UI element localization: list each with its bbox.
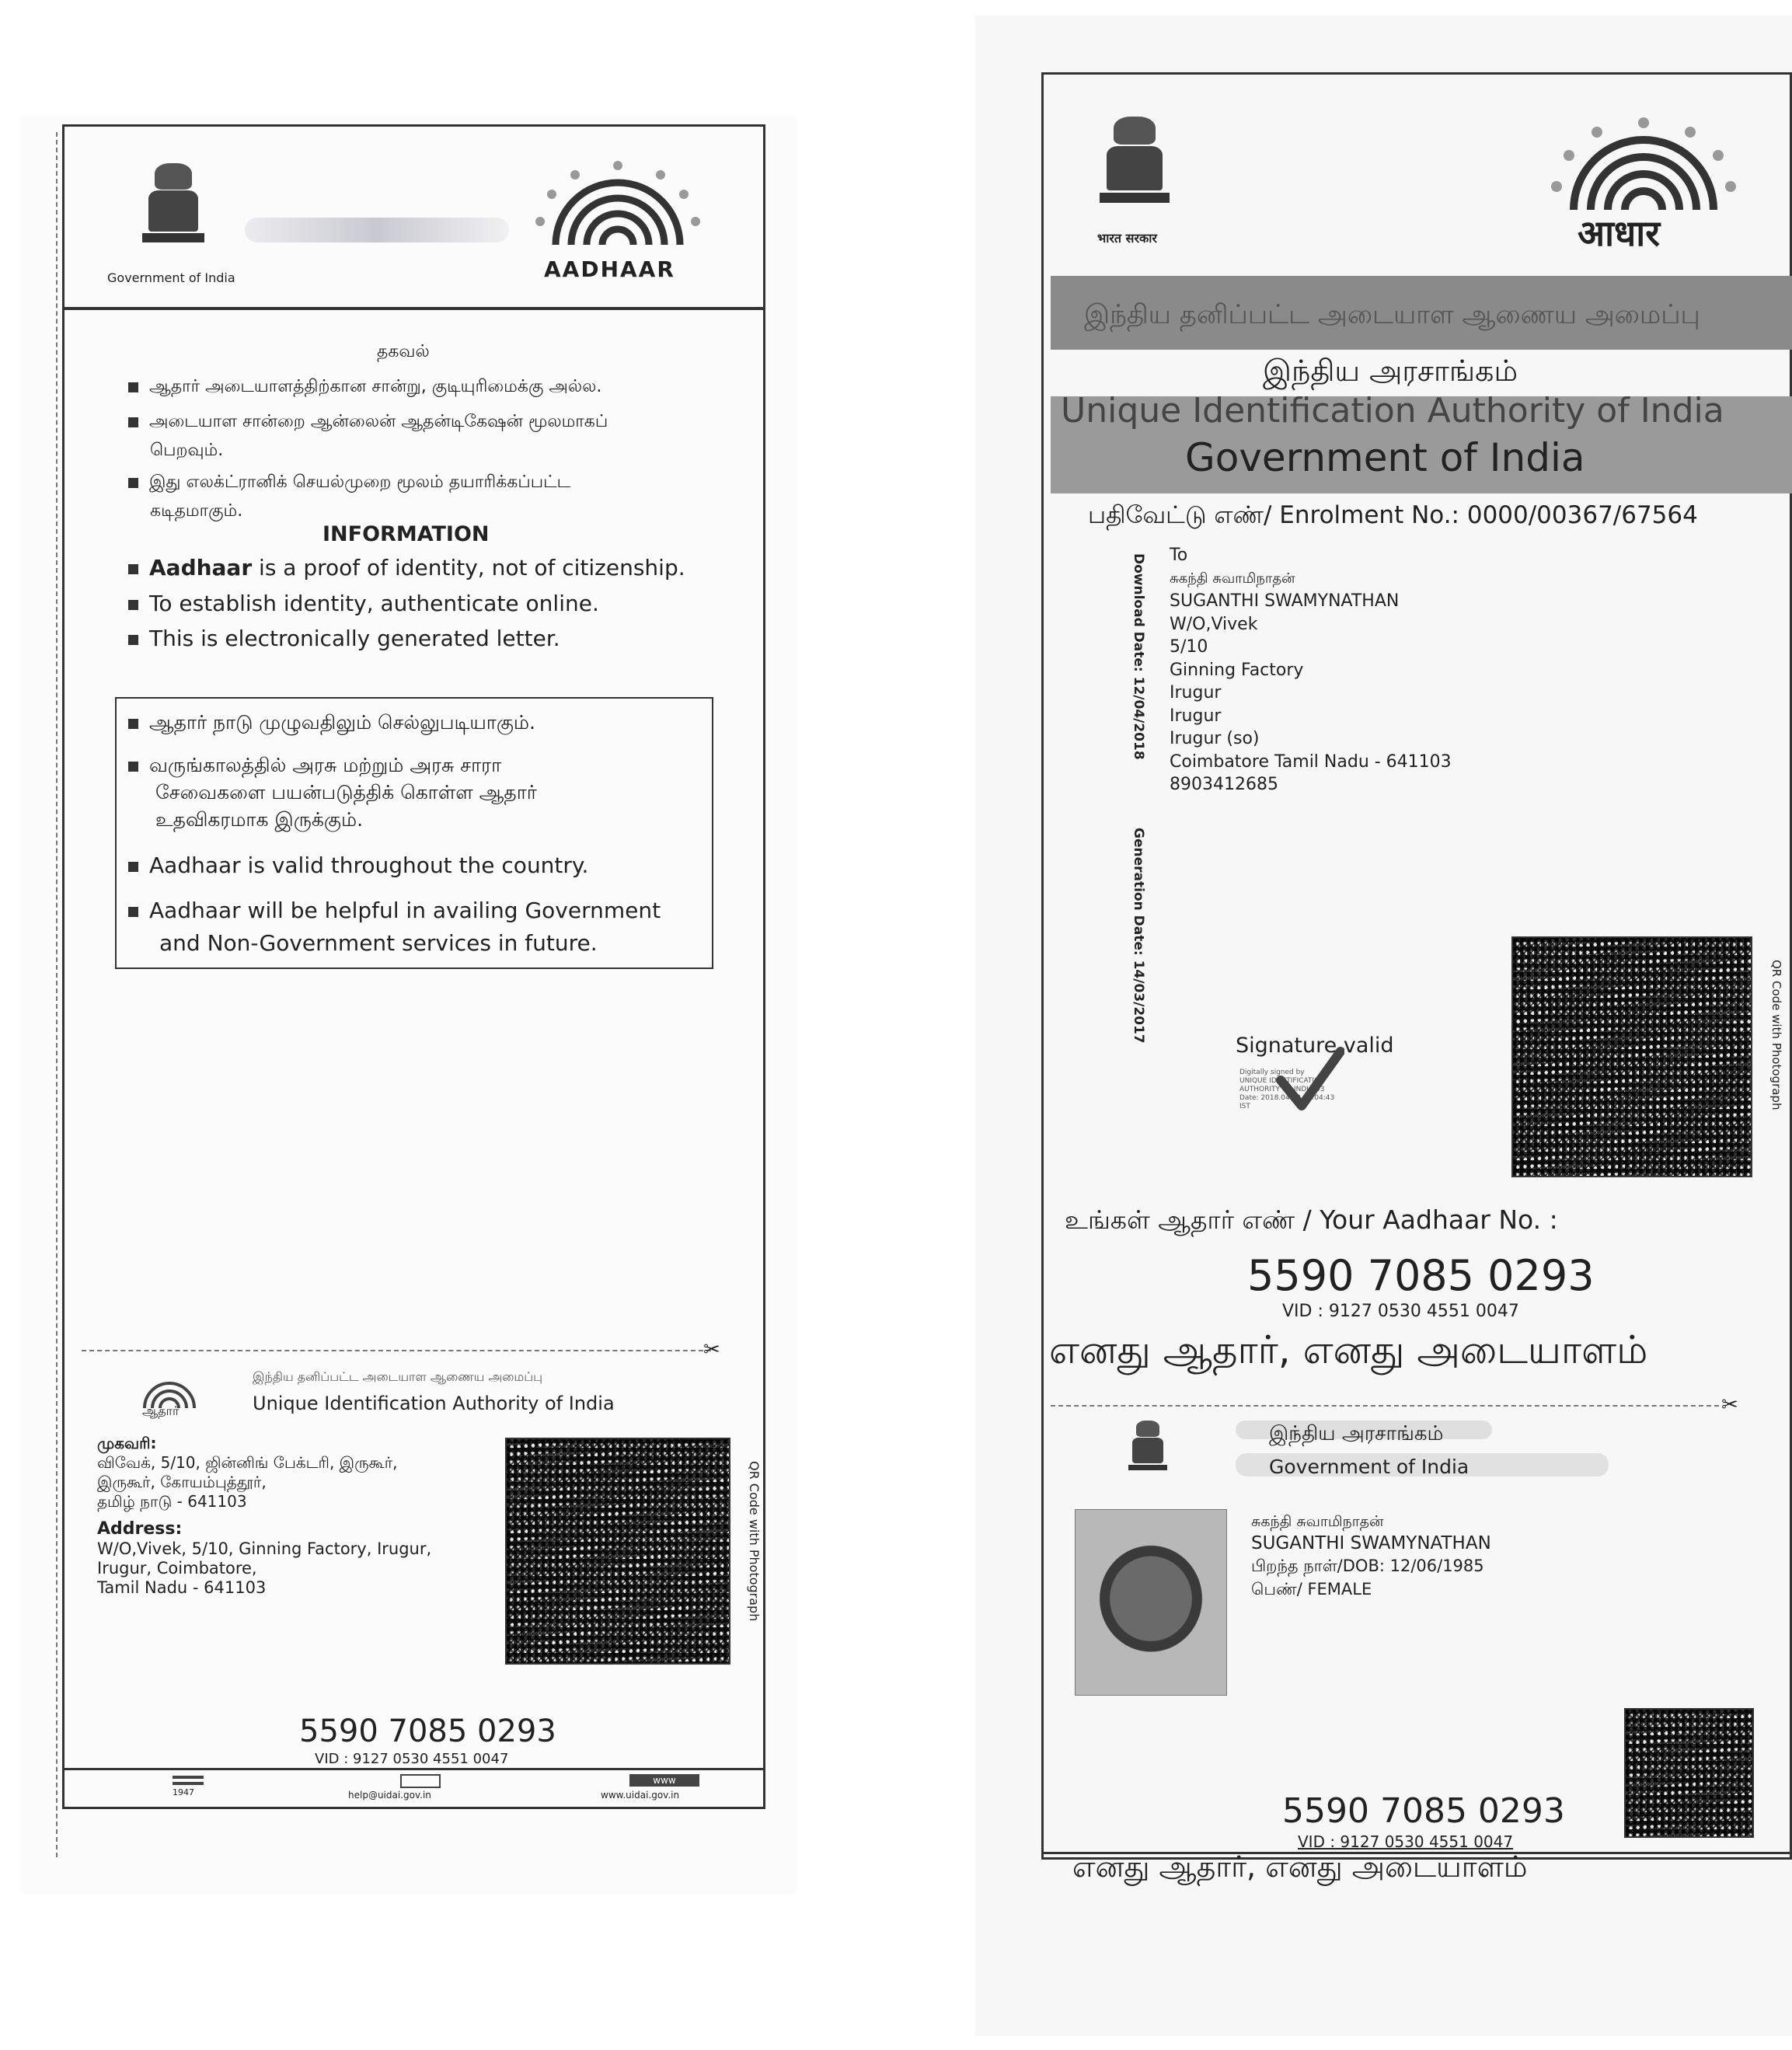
tamil-bullet: அடையாள சான்றை ஆன்லைன் ஆதன்டிகேஷன் மூலமாகப் xyxy=(128,412,608,434)
uidai-org-line: Unique Identification Authority of India xyxy=(253,1393,615,1414)
info-bullet: To establish identity, authenticate online. xyxy=(128,591,599,616)
address-line: Irugur xyxy=(1170,706,1222,726)
address-label: Address: xyxy=(97,1519,183,1539)
photo-avatar xyxy=(1075,1509,1227,1696)
card-dob: பிறந்த நாள்/DOB: 12/06/1985 xyxy=(1251,1557,1484,1575)
address-line: To xyxy=(1170,546,1188,565)
ashoka-emblem-icon xyxy=(1128,1421,1167,1479)
address-line: Irugur xyxy=(1170,683,1222,703)
vid-number: VID : 9127 0530 4551 0047 xyxy=(1282,1302,1519,1321)
address-line: Ginning Factory xyxy=(1170,660,1304,680)
recipient-address xyxy=(1170,544,1452,797)
signature-check-icon xyxy=(1274,1045,1344,1111)
card-slogan: எனது ஆதார், எனது அடையாளம் xyxy=(1072,1850,1528,1884)
validity-tamil-bullet: வருங்காலத்தில் அரசு மற்றும் அரசு சாரா xyxy=(128,754,501,779)
banner-uidai: Unique Identification Authority of India xyxy=(1061,391,1724,431)
banner-tamil-gov: இந்திய அரசாங்கம் xyxy=(1263,354,1518,388)
address-line: Coimbatore Tamil Nadu - 641103 xyxy=(1170,751,1452,772)
tamil-address-line: இருகூர், கோயம்புத்தூர், xyxy=(97,1473,267,1491)
tamil-bullet-cont: கடிதமாகும். xyxy=(150,501,243,521)
card-vid: VID : 9127 0530 4551 0047 xyxy=(1298,1832,1514,1851)
tamil-org-line: இந்திய தனிப்பட்ட அடையாள ஆணைய அமைப்பு xyxy=(253,1369,543,1384)
footer-helpline: 1947 xyxy=(173,1787,194,1797)
signature-label: Signature valid xyxy=(1236,1034,1394,1058)
cut-line xyxy=(82,1350,711,1351)
address-line: W/O,Vivek, 5/10, Ginning Factory, Irugur, xyxy=(97,1539,432,1558)
tamil-address-line: விவேக், 5/10, ஜின்னிங் பேக்டரி, இருகூர், xyxy=(97,1453,398,1472)
qr-code-icon xyxy=(1511,936,1752,1177)
www-badge: www xyxy=(629,1774,699,1787)
card-gov: Government of India xyxy=(1269,1456,1470,1478)
slogan: எனது ஆதார், எனது அடையாளம் xyxy=(1049,1327,1648,1372)
aadhaar-number: 5590 7085 0293 xyxy=(1247,1251,1595,1300)
aadhaar-small-logo-label: ஆதார் xyxy=(142,1403,180,1418)
aadhaar-logo-icon xyxy=(1543,117,1745,218)
phone-icon xyxy=(173,1776,204,1785)
tamil-bullet: இது எலக்ட்ரானிக் செயல்முறை மூலம் தயாரிக்கப்பட்ட xyxy=(128,472,570,494)
address-line: Irugur (so) xyxy=(1170,729,1260,748)
download-date: Download Date: 12/04/2018 xyxy=(1131,553,1146,760)
header-rule xyxy=(64,307,764,310)
scissors-icon: ✂ xyxy=(703,1338,720,1361)
address-line: Irugur, Coimbatore, xyxy=(97,1559,257,1578)
address-line: W/O,Vivek xyxy=(1170,614,1258,634)
validity-tamil-cont: உதவிகரமாக இருக்கும். xyxy=(155,808,364,831)
validity-bullet: Aadhaar will be helpful in availing Government xyxy=(128,898,661,923)
card-aadhaar-number: 5590 7085 0293 xyxy=(1282,1791,1565,1831)
email-icon xyxy=(400,1774,441,1788)
ashoka-emblem-icon xyxy=(142,163,204,256)
enrolment-number: பதிவேட்டு எண்/ Enrolment No.: 0000/00367/67564 xyxy=(1088,501,1698,529)
info-bullet: Aadhaar is a proof of identity, not of citizenship. xyxy=(128,555,685,580)
ashoka-emblem-icon xyxy=(1100,117,1170,218)
footer-rule xyxy=(64,1768,764,1770)
card-name-tamil: சுகந்தி சுவாமிநாதன் xyxy=(1251,1513,1384,1530)
aadhaar-hindi-wordmark: आधार xyxy=(1578,212,1661,254)
your-aadhaar-label: உங்கள் ஆதார் எண் / Your Aadhaar No. : xyxy=(1065,1205,1558,1235)
validity-bullet-cont: and Non-Government services in future. xyxy=(159,930,598,956)
tamil-address-line: தமிழ் நாடு - 641103 xyxy=(97,1492,247,1511)
left-margin-dashes xyxy=(56,132,58,1857)
footer-website: www.uidai.gov.in xyxy=(601,1790,680,1801)
banner-tamil-org: இந்திய தனிப்பட்ட அடையாள ஆணைய அமைப்பு xyxy=(1084,299,1700,330)
footer-email: help@uidai.gov.in xyxy=(348,1790,431,1801)
gov-of-india-hindi-label: भारत सरकार xyxy=(1097,231,1157,246)
header-smudge xyxy=(245,218,509,242)
scissors-icon: ✂ xyxy=(1721,1393,1738,1417)
tamil-info-heading: தகவல் xyxy=(377,342,430,361)
banner-government: Government of India xyxy=(1185,435,1585,480)
card-qr-code-icon xyxy=(1624,1708,1754,1838)
card-name: SUGANTHI SWAMYNATHAN xyxy=(1251,1533,1491,1553)
generation-date: Generation Date: 14/03/2017 xyxy=(1131,828,1146,1044)
validity-bullet: Aadhaar is valid throughout the country. xyxy=(128,852,588,878)
card-tamil-gov: இந்திய அரசாங்கம் xyxy=(1269,1422,1444,1445)
address-line: 8903412685 xyxy=(1170,775,1278,794)
cut-line xyxy=(1051,1405,1719,1407)
qr-caption: QR Code with Photograph xyxy=(1769,960,1783,1110)
validity-tamil-bullet: ஆதார் நாடு முழுவதிலும் செல்லுபடியாகும். xyxy=(128,711,535,737)
qr-code-icon xyxy=(505,1438,730,1665)
address-line: Tamil Nadu - 641103 xyxy=(97,1578,267,1597)
address-line: 5/10 xyxy=(1170,637,1208,657)
qr-caption: QR Code with Photograph xyxy=(747,1461,762,1622)
tamil-bullet: ஆதார் அடையாளத்திற்கான சான்று, குடியுரிமைக்கு அல்ல. xyxy=(128,377,601,399)
tamil-bullet-cont: பெறவும். xyxy=(150,441,224,460)
tamil-address-label: முகவரி: xyxy=(97,1434,157,1452)
gov-of-india-label: Government of India xyxy=(107,270,235,285)
aadhaar-wordmark: AADHAAR xyxy=(544,256,675,282)
info-bullet: This is electronically generated letter. xyxy=(128,626,560,651)
signature-details: Digitally signed by UNIQUE IDENTIFICATION AUTHORITY OF INDIA 03 Date: 2018.04.12 10:04:43 IST xyxy=(1239,1069,1335,1110)
information-heading: INFORMATION xyxy=(322,522,490,546)
address-line: சுகந்தி சுவாமிநாதன் xyxy=(1170,570,1295,587)
validity-tamil-cont: சேவைகளை பயன்படுத்திக் கொள்ள ஆதார் xyxy=(155,781,537,804)
aadhaar-number: 5590 7085 0293 xyxy=(299,1714,556,1749)
address-line: SUGANTHI SWAMYNATHAN xyxy=(1170,591,1400,611)
vid-number: VID : 9127 0530 4551 0047 xyxy=(315,1751,509,1767)
aadhaar-logo-icon xyxy=(525,159,711,253)
card-gender: பெண்/ FEMALE xyxy=(1251,1580,1372,1599)
